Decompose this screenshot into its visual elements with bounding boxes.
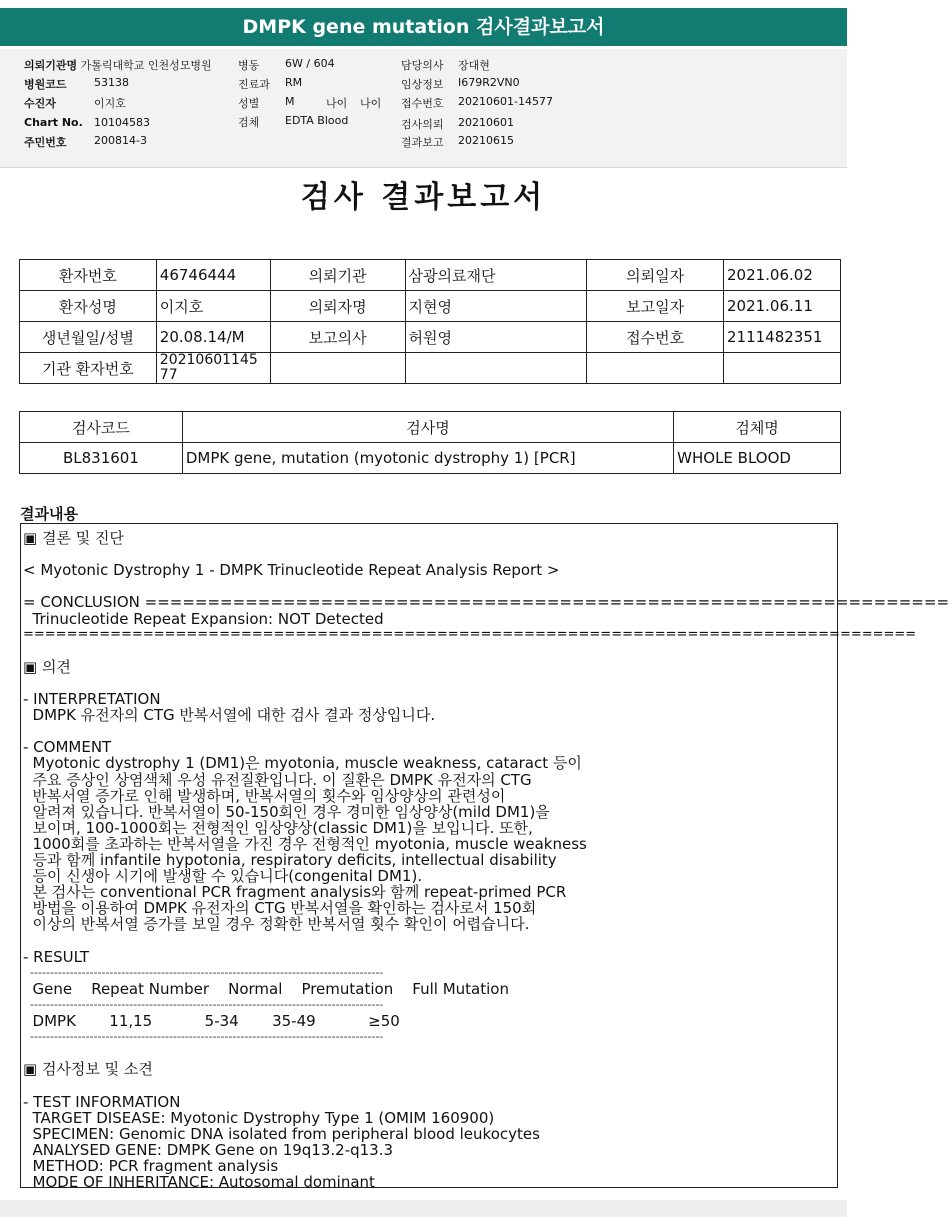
table-cell: 보고일자 <box>587 291 724 322</box>
table-cell: 의뢰기관 <box>270 260 405 291</box>
table-cell: 허원영 <box>405 322 587 353</box>
table-cell: 이지호 <box>156 291 270 322</box>
info-label: 나이 <box>326 97 348 110</box>
result-line: - INTERPRETATION <box>23 690 161 708</box>
table-cell: 20210601145 77 <box>156 353 270 384</box>
table-cell: 2021.06.11 <box>723 291 840 322</box>
info-value: RM <box>285 76 303 89</box>
result-line: - RESULT <box>23 947 90 966</box>
table-header: 검사명 <box>182 412 673 443</box>
table-header: 검사코드 <box>20 412 183 443</box>
result-line: Myotonic dystrophy 1 (DM1)은 myotonia, muscle weakness, cataract 등이 <box>23 754 582 773</box>
table-cell: 접수번호 <box>587 322 724 353</box>
table-cell <box>270 353 405 384</box>
result-line: ----------------------------------------------------------------------------------------- <box>23 997 384 1011</box>
table-cell: 삼광의료재단 <box>405 260 587 291</box>
info-label: 결과보고 <box>401 136 444 149</box>
info-chart-label <box>24 116 83 129</box>
info-ssn-label <box>24 134 67 150</box>
result-section-title: 결과내용 <box>20 505 78 523</box>
table-cell: 환자번호 <box>20 260 157 291</box>
table-cell: DMPK gene, mutation (myotonic dystrophy 1) [PCR] <box>182 443 673 474</box>
result-line: MODE OF INHERITANCE: Autosomal dominant <box>23 1173 375 1191</box>
info-value: 장대현 <box>458 59 490 72</box>
report-title: 검사 결과보고서 <box>300 180 547 215</box>
table-cell: 의뢰일자 <box>587 260 724 291</box>
info-value: EDTA Blood <box>285 114 349 127</box>
info-value: I679R2VN0 <box>458 76 520 89</box>
page-footer <box>0 1200 847 1217</box>
result-line: 이상의 반복서열 증가를 보일 경우 정확한 반복서열 횟수 확인이 어렵습니다. <box>23 915 530 934</box>
result-line: ================================================================================== <box>23 626 917 642</box>
result-content-box <box>20 523 949 1191</box>
result-line: < Myotonic Dystrophy 1 - DMPK Trinucleotide Repeat Analysis Report > <box>23 561 560 580</box>
table-row <box>20 260 841 291</box>
info-label: 임상정보 <box>401 78 444 91</box>
table-header-row <box>20 412 841 443</box>
table-row <box>20 443 841 474</box>
result-line: DMPK 유전자의 CTG 반복서열에 대한 검사 결과 정상입니다. <box>23 706 436 725</box>
table-cell: 기관 환자번호 <box>20 353 157 384</box>
table-row <box>20 322 841 353</box>
info-label: 수진자 <box>24 97 56 110</box>
header-title: DMPK gene mutation 검사결과보고서 <box>242 16 605 38</box>
table-cell: WHOLE BLOOD <box>674 443 841 474</box>
info-value: 가톨릭대학교 인천성모병원 <box>80 59 212 72</box>
result-line: 1000회를 초과하는 반복서열을 가진 경우 전형적인 myotonia, muscle weakness <box>23 834 587 853</box>
result-line: Trinucleotide Repeat Expansion: NOT Detected <box>23 609 384 628</box>
patient-table <box>19 259 841 384</box>
info-label: 검사의뢰 <box>401 118 444 131</box>
result-line: TARGET DISEASE: Myotonic Dystrophy Type 1 (OMIM 160900) <box>23 1108 495 1127</box>
result-line: 보이며, 100-1000회는 전형적인 임상양상(classic DM1)을 보입니다. 또한, <box>23 818 533 837</box>
info-hospital <box>24 57 212 73</box>
result-line: 반복서열 증가로 인해 발생하며, 반복서열의 횟수와 임상양상의 관련성이 <box>23 786 506 805</box>
patient-info-panel <box>0 49 847 168</box>
table-cell: BL831601 <box>20 443 183 474</box>
table-cell: 지현영 <box>405 291 587 322</box>
info-label: 접수번호 <box>401 97 444 110</box>
info-value: M <box>285 95 295 108</box>
table-cell: 의뢰자명 <box>270 291 405 322</box>
table-header: 검체명 <box>674 412 841 443</box>
info-value: 200814-3 <box>94 134 147 147</box>
result-line: 등이 신생아 시기에 발생할 수 있습니다(congenital DM1). <box>23 867 423 886</box>
info-label: 성별 <box>238 97 260 110</box>
table-cell: 2111482351 <box>723 322 840 353</box>
result-line: 주요 증상인 상염색체 우성 유전질환입니다. 이 질환은 DMPK 유전자의 CTG <box>23 770 532 789</box>
result-line: ▣ 결론 및 진단 <box>23 529 124 547</box>
table-cell: 생년월일/성별 <box>20 322 157 353</box>
info-patient-label <box>24 95 56 111</box>
table-row <box>20 353 841 384</box>
test-table <box>19 411 841 474</box>
table-cell: 20.08.14/M <box>156 322 270 353</box>
info-value: 20210615 <box>458 134 514 147</box>
result-line: METHOD: PCR fragment analysis <box>23 1156 279 1175</box>
table-row <box>20 291 841 322</box>
info-label: 진료과 <box>238 78 270 91</box>
table-cell: 46746444 <box>156 260 270 291</box>
info-value: 이지호 <box>94 97 126 110</box>
result-line: - TEST INFORMATION <box>23 1092 181 1111</box>
info-label: 병원코드 <box>24 78 67 91</box>
result-line: - COMMENT <box>23 738 112 757</box>
table-cell <box>405 353 587 384</box>
result-line: Gene Repeat Number Normal Premutation Full Mutation <box>23 979 509 998</box>
result-line: = CONCLUSION ================================================================ <box>23 593 949 612</box>
result-line: ----------------------------------------------------------------------------------------- <box>23 1030 384 1044</box>
info-hospital-code <box>24 76 67 92</box>
info-value: 53138 <box>94 76 129 89</box>
table-cell: 2021.06.02 <box>723 260 840 291</box>
info-label: 주민번호 <box>24 136 67 149</box>
result-line: 알려져 있습니다. 반복서열이 50-150회인 경우 경미한 임상양상(mild DM1)을 <box>23 802 550 821</box>
info-value: 20210601-14577 <box>458 95 553 108</box>
info-label: 병동 <box>238 59 260 72</box>
info-value: 나이 <box>360 97 382 110</box>
result-line: ANALYSED GENE: DMPK Gene on 19q13.2-q13.3 <box>23 1140 394 1159</box>
table-cell <box>723 353 840 384</box>
result-line: 본 검사는 conventional PCR fragment analysis와 함께 repeat-primed PCR <box>23 883 567 902</box>
info-value: 10104583 <box>94 116 150 129</box>
info-label: Chart No. <box>24 116 83 129</box>
table-cell <box>587 353 724 384</box>
result-line: ▣ 검사정보 및 소견 <box>23 1060 153 1079</box>
result-line: SPECIMEN: Genomic DNA isolated from peripheral blood leukocytes <box>23 1124 540 1143</box>
info-label: 검체 <box>238 116 260 129</box>
info-label: 의뢰기관명 <box>24 59 78 72</box>
table-cell: 환자성명 <box>20 291 157 322</box>
result-line: 등과 함께 infantile hypotonia, respiratory deficits, intellectual disability <box>23 851 557 869</box>
table-cell: 보고의사 <box>270 322 405 353</box>
report-header-bar <box>0 8 847 46</box>
info-value: 6W / 604 <box>285 57 335 70</box>
result-line: ----------------------------------------------------------------------------------------- <box>23 965 384 979</box>
info-value: 20210601 <box>458 116 514 129</box>
info-label: 담당의사 <box>401 59 444 72</box>
result-line: DMPK 11,15 5-34 35-49 ≥50 <box>23 1012 400 1030</box>
result-line: 방법을 이용하여 DMPK 유전자의 CTG 반복서열을 확인하는 검사로서 150회 <box>23 899 537 918</box>
result-line: ▣ 의견 <box>23 657 71 676</box>
